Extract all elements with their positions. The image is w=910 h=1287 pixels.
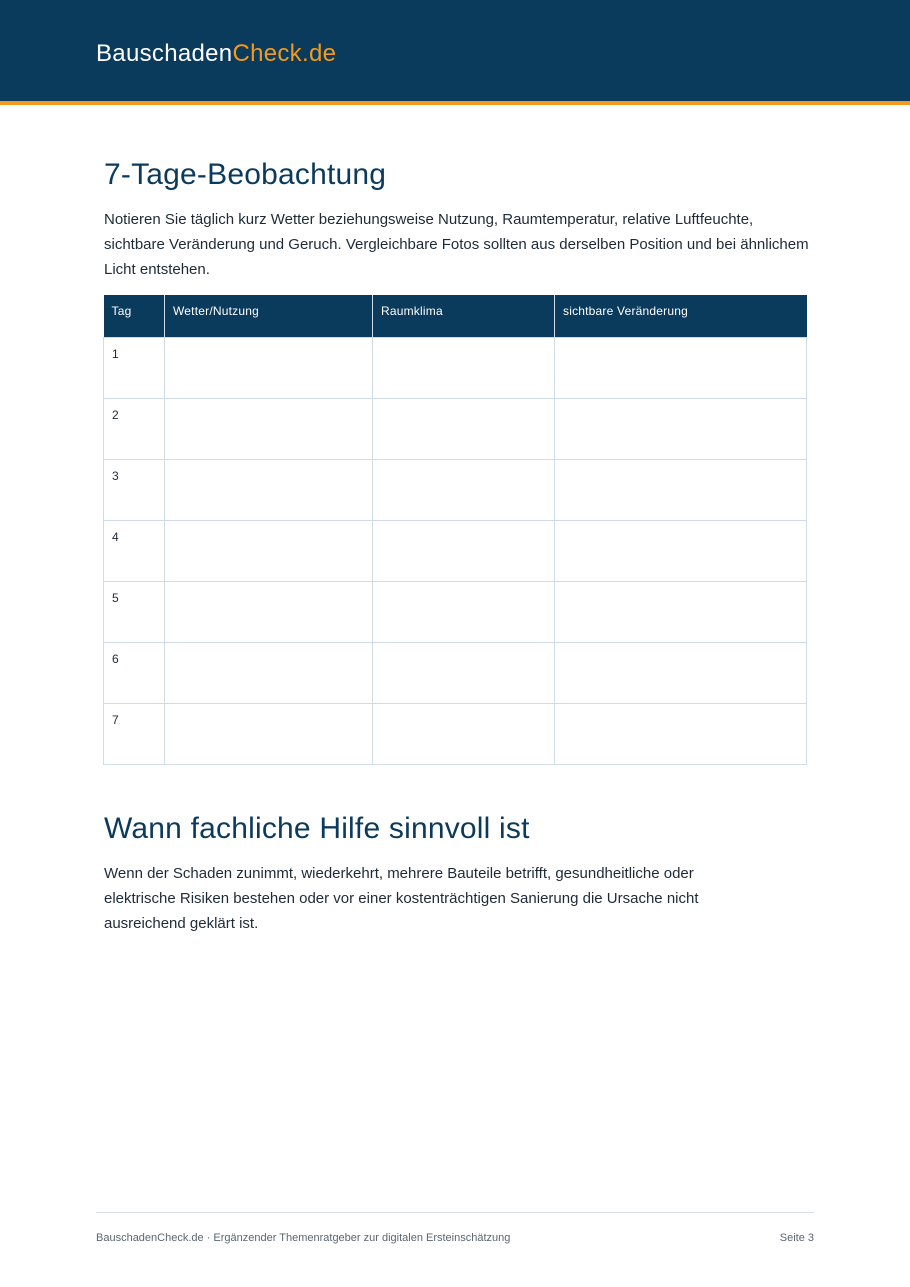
cell-raumklima[interactable] (373, 338, 555, 399)
table-row (104, 460, 807, 521)
cell-wetter-nutzung[interactable] (165, 521, 373, 582)
table-row (104, 704, 807, 765)
cell-tag: 6 (104, 643, 165, 704)
cell-tag: 2 (104, 399, 165, 460)
page-header (0, 0, 910, 105)
observation-intro-text: Notieren Sie täglich kurz Wetter beziehungsweise Nutzung, Raumtemperatur, relative Luftfeuchte, sichtbare Veränderung und Geruch. Vergleichbare Fotos sollten aus derselben Position und bei ähnlichem Licht entstehen. (104, 211, 809, 278)
column-header-tag: Tag (104, 295, 165, 338)
page-number: Seite 3 (779, 1232, 814, 1244)
footer-divider (96, 1212, 814, 1213)
brand-logo[interactable] (96, 40, 336, 68)
section-title-observation: 7-Tage-Beobachtung (104, 158, 387, 191)
table-header-row (104, 295, 807, 338)
help-text: Wenn der Schaden zunimmt, wiederkehrt, mehrere Bauteile betrifft, gesundheitliche oder elektrische Risiken bestehen oder vor einer kostenträchtigen Sanierung die Ursache nicht ausreichend geklärt ist. (104, 865, 699, 932)
cell-veraenderung[interactable] (555, 704, 807, 765)
cell-wetter-nutzung[interactable] (165, 643, 373, 704)
cell-tag: 5 (104, 582, 165, 643)
table-row (104, 521, 807, 582)
table-row (104, 399, 807, 460)
cell-wetter-nutzung[interactable] (165, 338, 373, 399)
cell-veraenderung[interactable] (555, 521, 807, 582)
cell-tag: 3 (104, 460, 165, 521)
cell-raumklima[interactable] (373, 704, 555, 765)
cell-veraenderung[interactable] (555, 338, 807, 399)
brand-name: Bauschaden (96, 40, 233, 67)
column-header-raumklima: Raumklima (373, 295, 555, 338)
cell-veraenderung[interactable] (555, 582, 807, 643)
cell-wetter-nutzung[interactable] (165, 704, 373, 765)
table-row (104, 582, 807, 643)
footer-text: BauschadenCheck.de · Ergänzender Themenratgeber zur digitalen Ersteinschätzung (96, 1232, 511, 1244)
cell-tag: 7 (104, 704, 165, 765)
cell-wetter-nutzung[interactable] (165, 582, 373, 643)
cell-wetter-nutzung[interactable] (165, 460, 373, 521)
cell-raumklima[interactable] (373, 399, 555, 460)
column-header-wetter: Wetter/Nutzung (165, 295, 373, 338)
cell-veraenderung[interactable] (555, 643, 807, 704)
table-row (104, 338, 807, 399)
cell-raumklima[interactable] (373, 582, 555, 643)
cell-raumklima[interactable] (373, 643, 555, 704)
cell-raumklima[interactable] (373, 521, 555, 582)
section-title-help: Wann fachliche Hilfe sinnvoll ist (104, 812, 530, 845)
cell-wetter-nutzung[interactable] (165, 399, 373, 460)
cell-raumklima[interactable] (373, 460, 555, 521)
cell-tag: 1 (104, 338, 165, 399)
cell-veraenderung[interactable] (555, 399, 807, 460)
cell-tag: 4 (104, 521, 165, 582)
brand-domain: Check.de (232, 40, 337, 67)
cell-veraenderung[interactable] (555, 460, 807, 521)
column-header-veraenderung: sichtbare Veränderung (555, 295, 807, 338)
observation-table (103, 295, 807, 765)
table-row (104, 643, 807, 704)
